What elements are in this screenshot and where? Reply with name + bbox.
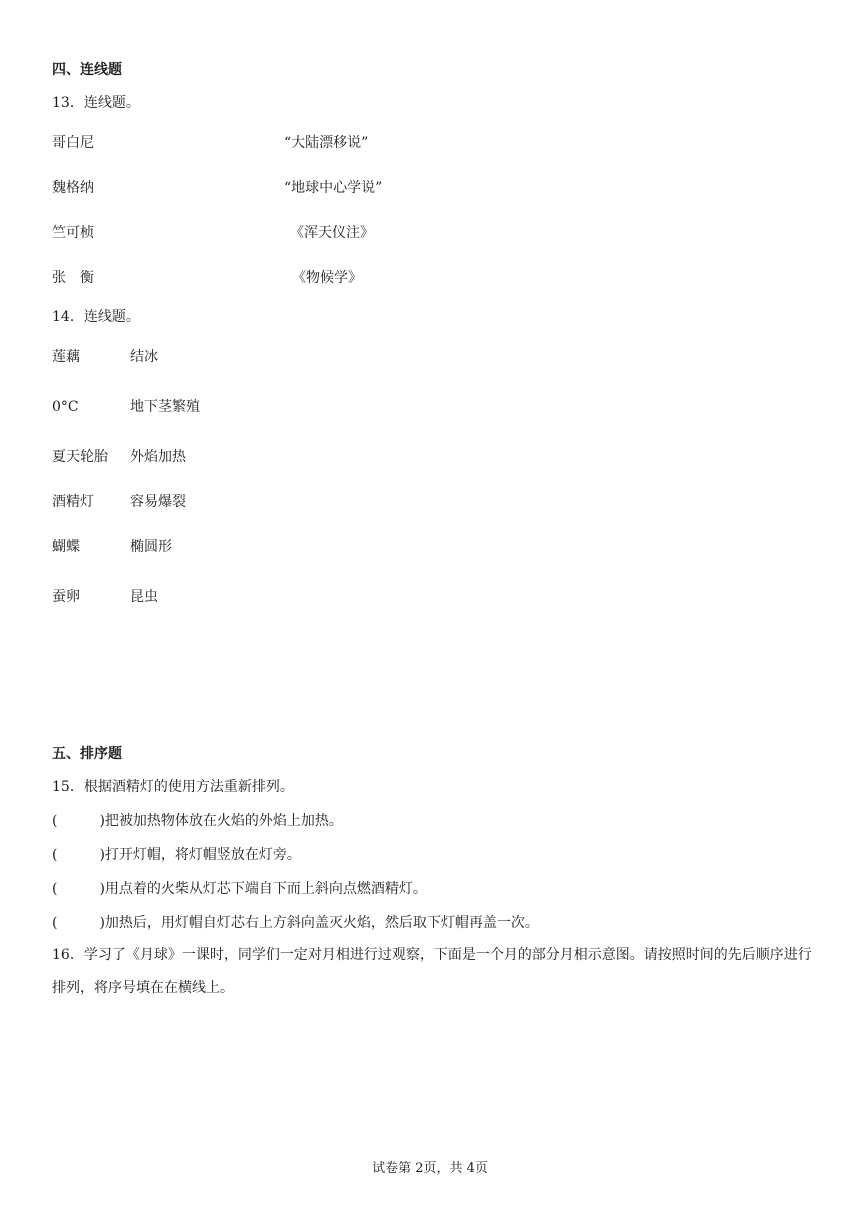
q14-left-item-4: 酒精灯 (52, 494, 94, 510)
section-heading-ordering: 五、排序题 (52, 746, 122, 762)
q13-left-item-3: 竺可桢 (52, 225, 94, 241)
q14-right-item-1: 结冰 (130, 349, 158, 365)
q14-left-item-2: 0°C (52, 399, 79, 415)
q13-right-item-1: “大陆漂移说” (284, 135, 369, 151)
q14-right-item-6: 昆虫 (130, 589, 158, 605)
page-number-footer: 试卷第 2页，共 4页 (372, 1161, 488, 1176)
q14-right-item-2: 地下茎繁殖 (130, 399, 200, 415)
q15-step-1: ( )把被加热物体放在火焰的外焰上加热。 (52, 813, 343, 829)
q14-right-item-4: 容易爆裂 (130, 494, 186, 510)
q13-right-item-3: 《浑天仪注》 (290, 225, 374, 241)
q13-right-item-2: “地球中心学说” (284, 180, 383, 196)
q14-left-item-6: 蚕卵 (52, 589, 80, 605)
q13-left-item-4: 张 衡 (52, 270, 94, 286)
q13-left-item-1: 哥白尼 (52, 135, 94, 151)
q14-left-item-3: 夏天轮胎 (52, 449, 108, 465)
q14-right-item-3: 外焰加热 (130, 449, 186, 465)
question-15-stem: 15．根据酒精灯的使用方法重新排列。 (52, 779, 294, 795)
q14-left-item-1: 莲藕 (52, 349, 80, 365)
section-heading-matching: 四、连线题 (52, 62, 122, 78)
question-13-stem: 13．连线题。 (52, 95, 140, 111)
q13-right-item-4: 《物候学》 (292, 270, 362, 286)
q14-left-item-5: 蝴蝶 (52, 539, 80, 555)
q15-step-2: ( )打开灯帽，将灯帽竖放在灯旁。 (52, 847, 301, 863)
question-16-stem: 16．学习了《月球》一课时，同学们一定对月相进行过观察，下面是一个月的部分月相示意图。请按照时间的先后顺序进行排列，将序号填在在横线上。 (52, 947, 812, 996)
q14-right-item-5: 椭圆形 (130, 539, 172, 555)
q15-step-3: ( )用点着的火柴从灯芯下端自下而上斜向点燃酒精灯。 (52, 881, 427, 897)
question-14-stem: 14．连线题。 (52, 309, 140, 325)
q15-step-4: ( )加热后，用灯帽自灯芯右上方斜向盖灭火焰，然后取下灯帽再盖一次。 (52, 915, 539, 931)
q13-left-item-2: 魏格纳 (52, 180, 94, 196)
